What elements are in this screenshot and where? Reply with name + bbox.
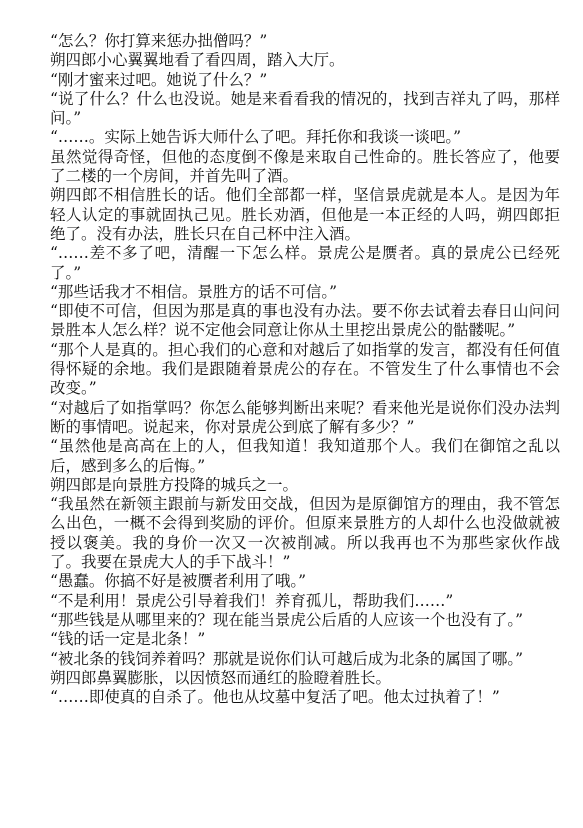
paragraph-20: “被北条的钱饲养着吗？那就是说你们认可越后成为北条的属国了哪。”: [50, 649, 524, 668]
paragraph-1: “怎么？你打算来惩办拙僧吗？”: [50, 32, 268, 50]
paragraph-18: “那些钱是从哪里来的？现在能当景虎公后盾的人应该一个也没有了。”: [50, 610, 524, 629]
paragraph-9: “那些话我才不相信。景胜方的话不可信。”: [50, 282, 338, 301]
paragraph-8: “……差不多了吧，清醒一下怎么样。景虎公是赝者。真的景虎公已经死了。”: [50, 244, 560, 282]
paragraph-3: “刚才蜜来过吧。她说了什么？”: [50, 70, 268, 89]
paragraph-10: “即使不可信，但因为那是真的事也没有办法。要不你去试着去春日山问问景胜本人怎么样？说不定他会同意让你从土里挖出景虎公的骷髅呢。”: [50, 302, 560, 340]
document-page: [50, 32, 560, 707]
paragraph-14: 朔四郎是向景胜方投降的城兵之一。: [50, 475, 299, 494]
paragraph-11: “那个人是真的。担心我们的心意和对越后了如指掌的发言，都没有任何值得怀疑的余地。我们是跟随着景虎公的存在。不管发生了什么事情也不会改变。”: [50, 340, 560, 398]
paragraph-5: “……。实际上她告诉大师什么了吧。拜托你和我谈一谈吧。”: [50, 128, 462, 147]
paragraph-22: “……即使真的自杀了。他也从坟墓中复活了吧。他太过执着了！”: [50, 688, 500, 707]
paragraph-17: “不是利用！景虎公引导着我们！养育孤儿，帮助我们……”: [50, 591, 454, 610]
paragraph-16: “愚蠢。你搞不好是被赝者利用了哦。”: [50, 572, 307, 591]
paragraph-2: 朔四郎小心翼翼地看了看四周，踏入大厅。: [50, 51, 345, 70]
paragraph-4: “说了什么？什么也没说。她是来看看我的情况的，找到吉祥丸了吗，那样问。”: [50, 89, 560, 128]
paragraph-12: “对越后了如指掌吗？你怎么能够判断出来呢？看来他光是说你们没办法判断的事情吧。说起来，你对景虎公到底了解有多少？”: [50, 398, 560, 436]
paragraph-7: 朔四郎不相信胜长的话。他们全部都一样，坚信景虎就是本人。是因为年轻人认定的事就固执己见。胜长劝酒，但他是一本正经的人吗，朔四郎拒绝了。没有办法，胜长只在自己杯中注入酒。: [50, 186, 560, 243]
paragraph-6: 虽然觉得奇怪，但他的态度倒不像是来取自己性命的。胜长答应了，他要了二楼的一个房间，并首先叫了酒。: [50, 147, 560, 186]
paragraph-15: “我虽然在新领主跟前与新发田交战，但因为是原御馆方的理由，我不管怎么出色，一概不会得到奖励的评价。但原来景胜方的人却什么也没做就被授以褒美。我的身价一次又一次被削减。所以我再也不为那些家伙作战了。我要在景虎大人的手下战斗！”: [50, 495, 560, 572]
paragraph-13: “虽然他是高高在上的人，但我知道！我知道那个人。我们在御馆之乱以后，感到多么的后悔。”: [50, 437, 560, 475]
paragraph-19: “钱的话一定是北条！”: [50, 630, 206, 649]
paragraph-21: 朔四郎鼻翼膨胀，以因愤怒而通红的脸瞪着胜长。: [50, 668, 392, 687]
